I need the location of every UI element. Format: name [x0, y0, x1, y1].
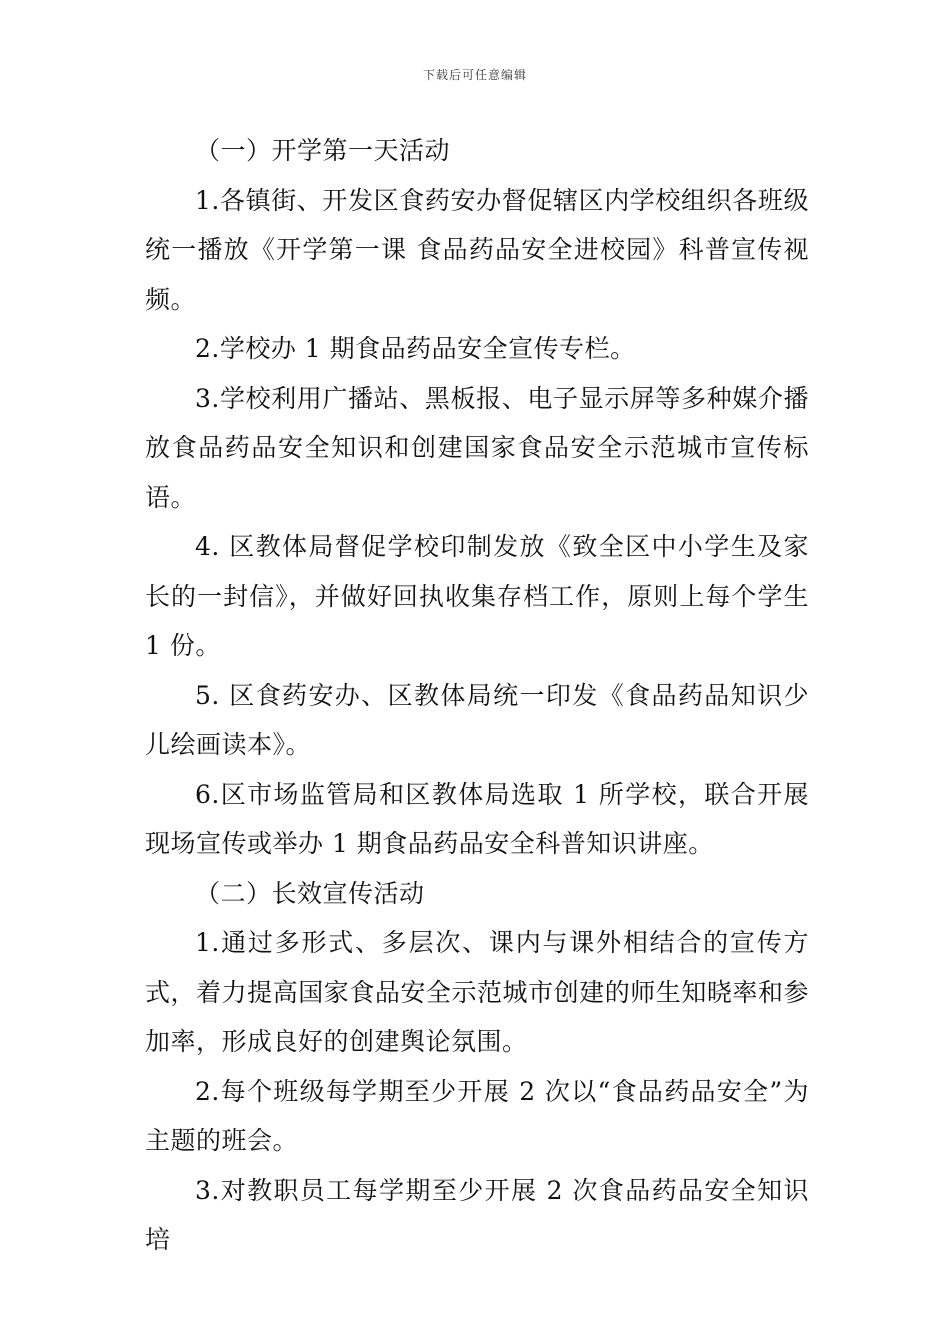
header-note: 下载后可任意编辑 — [422, 68, 527, 82]
paragraph-2-2: 2.每个班级每学期至少开展 2 次以“食品药品安全”为主题的班会。 — [145, 1076, 809, 1155]
paragraph-1-5: 5. 区食药安办、区教体局统一印发《食品药品知识少儿绘画读本》。 — [145, 680, 809, 759]
paragraph-1-2: 2.学校办 1 期食品药品安全宣传专栏。 — [195, 334, 636, 363]
paragraph-1-3: 3.学校利用广播站、黑板报、电子显示屏等多种媒介播放食品药品安全知识和创建国家食品安全示范城市宣传标语。 — [145, 383, 809, 512]
paragraph-1-4: 4. 区教体局督促学校印制发放《致全区中小学生及家长的一封信》，并做好回执收集存档工作，原则上每个学生 1 份。 — [145, 532, 809, 660]
paragraph-2-3: 3.对教职员工每学期至少开展 2 次食品药品安全知识培 — [145, 1175, 809, 1254]
section-heading-1: （一）开学第一天活动 — [195, 136, 451, 165]
paragraph-1-6: 6.区市场监管局和区教体局选取 1 所学校，联合开展现场宣传或举办 1 期食品药品安全科普知识讲座。 — [145, 779, 809, 858]
section-heading-2: （二）长效宣传活动 — [195, 878, 425, 908]
paragraph-1-1: 1.各镇街、开发区食药安办督促辖区内学校组织各班级统一播放《开学第一课 食品药品安全进校园》科普宣传视频。 — [145, 185, 809, 314]
document-body — [145, 126, 809, 1265]
paragraph-2-1: 1.通过多形式、多层次、课内与课外相结合的宣传方式，着力提高国家食品安全示范城市创建的师生知晓率和参加率，形成良好的创建舆论氛围。 — [145, 928, 809, 1056]
